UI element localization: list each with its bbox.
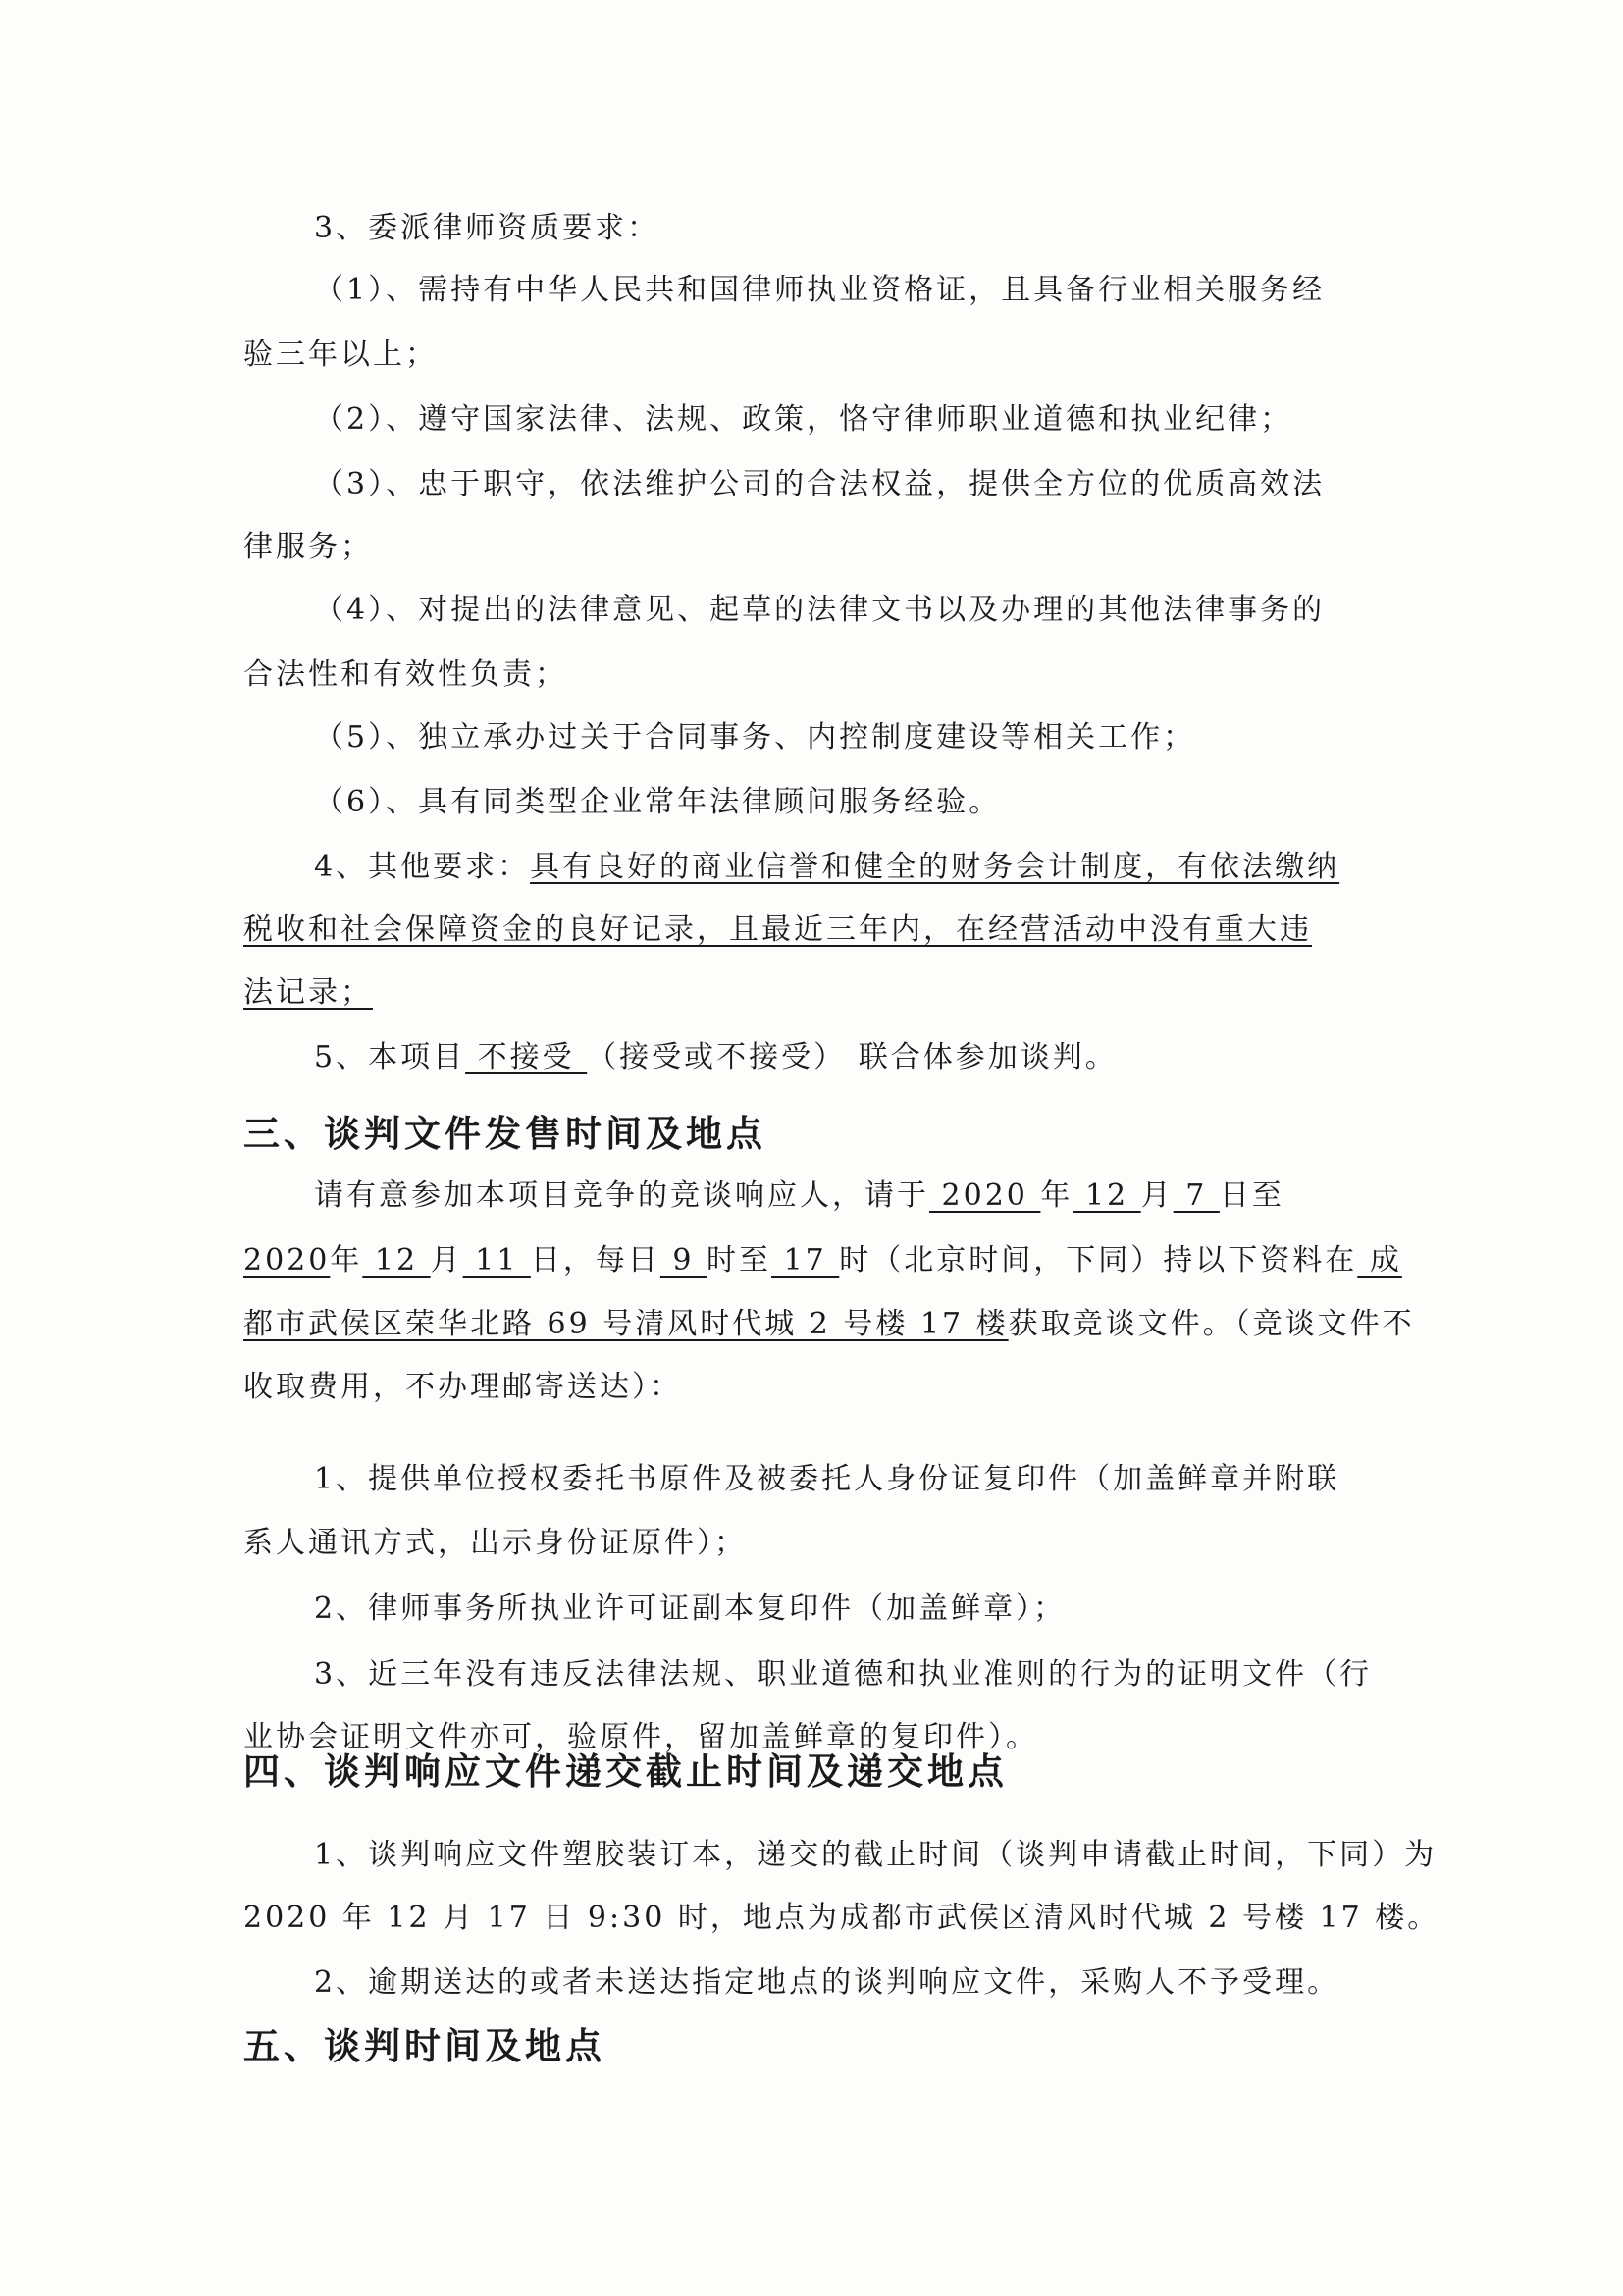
text-line: [314, 848, 1339, 887]
text-segment: （接受或不接受） 联合体参加谈判。: [587, 1040, 1118, 1074]
text-segment: 请有意参加本项目竞争的竞谈响应人，请于: [314, 1178, 929, 1213]
underlined-text: 不接受: [465, 1040, 588, 1074]
text-line: [243, 1368, 682, 1407]
text-line: [243, 1305, 1415, 1344]
text-segment: 月: [1140, 1178, 1174, 1213]
text-line: [243, 1899, 1440, 1938]
text-segment: 3、近三年没有违反法律法规、职业道德和执业准则的行为的证明文件（行: [314, 1657, 1373, 1692]
text-segment: 日，每日: [530, 1243, 660, 1278]
text-segment: 系人通讯方式，出示身份证原件）；: [243, 1526, 747, 1560]
text-segment: 1、提供单位授权委托书原件及被委托人身份证复印件（加盖鲜章并附联: [314, 1462, 1340, 1496]
text-segment: 验三年以上；: [243, 338, 438, 372]
underlined-text: 12: [362, 1243, 431, 1278]
text-segment: 业协会证明文件亦可，验原件，留加盖鲜章的复印件）。: [243, 1720, 1038, 1754]
underlined-text: 7: [1173, 1178, 1220, 1213]
text-line: [314, 400, 1292, 440]
underlined-text: 17: [771, 1243, 840, 1278]
text-segment: 3、委派律师资质要求：: [314, 211, 660, 245]
text-segment: 收取费用，不办理邮寄送达）：: [243, 1370, 682, 1404]
text-segment: 获取竞谈文件。（竞谈文件不: [1008, 1307, 1415, 1341]
text-line: [314, 718, 1195, 757]
text-segment: 律服务；: [243, 530, 373, 564]
underlined-text: 12: [1073, 1178, 1141, 1213]
text-segment: 时至: [707, 1243, 772, 1278]
text-line: [314, 783, 1001, 822]
section-heading: [243, 2023, 605, 2068]
text-segment: （6）、具有同类型企业常年法律顾问服务经验。: [314, 785, 1002, 819]
text-segment: （4）、对提出的法律意见、起草的法律文书以及办理的其他法律事务的: [314, 593, 1326, 627]
text-segment: 五、谈判时间及地点: [243, 2024, 605, 2067]
text-line: [243, 911, 1312, 950]
text-line: [243, 655, 567, 695]
text-line: [314, 1176, 1284, 1216]
text-line: [243, 528, 373, 567]
underlined-text: 法记录；: [243, 975, 373, 1010]
text-line: [314, 1460, 1339, 1499]
text-line: [243, 1241, 1402, 1280]
text-segment: 年: [330, 1243, 363, 1278]
text-segment: 1、谈判响应文件塑胶装订本，递交的截止时间（谈判申请截止时间，下同）为: [314, 1838, 1438, 1872]
text-segment: （1）、需持有中华人民共和国律师执业资格证，且具备行业相关服务经: [314, 273, 1326, 307]
text-line: [314, 1590, 1066, 1629]
underlined-text: 税收和社会保障资金的良好记录，且最近三年内，在经营活动中没有重大违: [243, 913, 1312, 947]
underlined-text: 2020: [929, 1178, 1041, 1213]
underlined-text: 2020: [243, 1243, 331, 1278]
text-segment: 5、本项目: [314, 1040, 466, 1074]
text-line: [314, 1038, 1118, 1077]
text-segment: 2、律师事务所执业许可证副本复印件（加盖鲜章）；: [314, 1592, 1067, 1626]
text-line: [314, 465, 1325, 504]
text-line: [314, 591, 1325, 630]
text-line: [243, 1524, 747, 1563]
underlined-text: 成: [1357, 1243, 1402, 1278]
text-segment: 月: [430, 1243, 463, 1278]
text-segment: 年: [1040, 1178, 1073, 1213]
text-segment: （5）、独立承办过关于合同事务、内控制度建设等相关工作；: [314, 720, 1196, 755]
underlined-text: 11: [462, 1243, 531, 1278]
underlined-text: 都市武侯区荣华北路 69 号清风时代城 2 号楼 17 楼: [243, 1307, 1009, 1341]
text-line: [243, 973, 373, 1013]
text-segment: （2）、遵守国家法律、法规、政策，恪守律师职业道德和执业纪律；: [314, 402, 1293, 437]
text-line: [314, 209, 659, 248]
text-segment: （3）、忠于职守，依法维护公司的合法权益，提供全方位的优质高效法: [314, 467, 1326, 501]
underlined-text: 具有良好的商业信誉和健全的财务会计制度，有依法缴纳: [530, 850, 1340, 884]
text-segment: 日至: [1219, 1178, 1284, 1213]
text-segment: 时（北京时间，下同）持以下资料在: [839, 1243, 1358, 1278]
text-segment: 合法性和有效性负责；: [243, 657, 567, 692]
underlined-text: 9: [659, 1243, 707, 1278]
text-line: [243, 336, 438, 375]
text-line: [314, 1836, 1437, 1875]
text-segment: 2、逾期送达的或者未送达指定地点的谈判响应文件，采购人不予受理。: [314, 1965, 1340, 2000]
text-line: [314, 1963, 1339, 2003]
section-heading: [243, 1748, 1008, 1794]
text-line: [314, 271, 1325, 310]
text-line: [314, 1655, 1372, 1695]
section-heading: [243, 1111, 766, 1156]
text-segment: 2020 年 12 月 17 日 9:30 时，地点为成都市武侯区清风时代城 2 号楼 17 楼。: [243, 1901, 1440, 1935]
text-segment: 三、谈判文件发售时间及地点: [243, 1112, 766, 1155]
text-segment: 4、其他要求：: [314, 850, 531, 884]
text-segment: 四、谈判响应文件递交截止时间及递交地点: [243, 1749, 1008, 1793]
